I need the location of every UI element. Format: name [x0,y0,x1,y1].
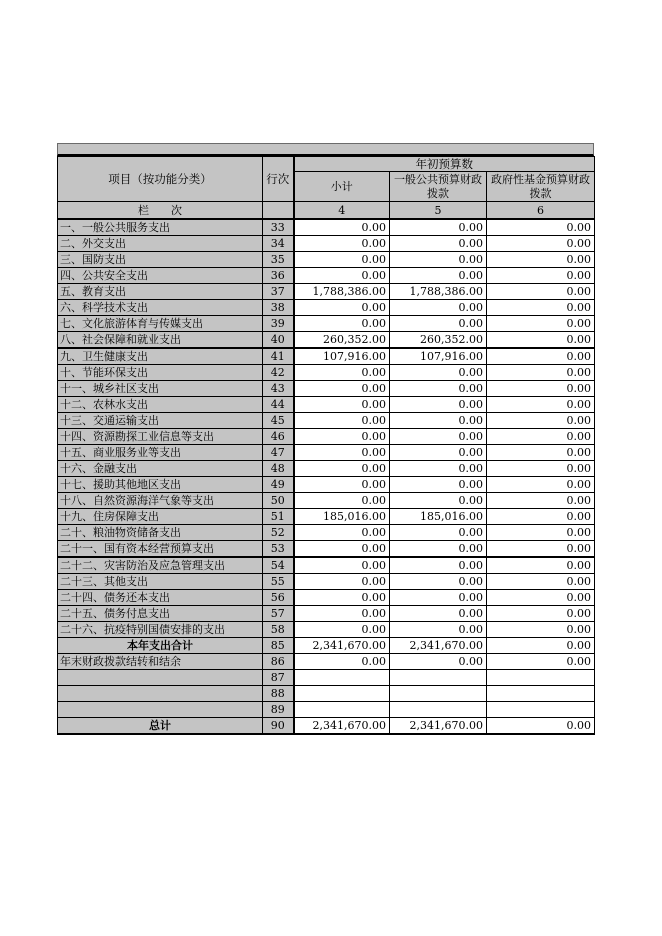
row-label: 十七、援助其他地区支出 [58,477,263,493]
header-item-column: 项目（按功能分类） [58,157,263,202]
cell-general-budget: 0.00 [390,477,487,493]
row-label: 十四、资源勘探工业信息等支出 [58,429,263,445]
cell-general-budget: 0.00 [390,654,487,670]
table-row [58,268,595,284]
cell-subtotal: 2,341,670.00 [294,638,390,654]
budget-table-wrap [57,143,594,735]
row-line-number: 55 [263,574,294,590]
cell-gov-fund: 0.00 [487,397,595,413]
table-row [58,590,595,606]
cell-general-budget: 0.00 [390,574,487,590]
row-line-number: 42 [263,365,294,381]
cell-subtotal: 0.00 [294,268,390,284]
row-line-number: 86 [263,654,294,670]
table-row [58,397,595,413]
cell-subtotal: 0.00 [294,316,390,332]
row-label: 七、文化旅游体育与传媒支出 [58,316,263,332]
cell-subtotal: 0.00 [294,300,390,316]
cell-gov-fund [487,686,595,702]
cell-gov-fund: 0.00 [487,622,595,638]
cell-subtotal: 0.00 [294,445,390,461]
header-line-no-column: 行次 [263,157,294,202]
row-line-number: 47 [263,445,294,461]
table-row [58,365,595,381]
table-row [58,461,595,477]
row-label: 年末财政拨款结转和结余 [58,654,263,670]
table-row [58,525,595,541]
table-row [58,252,595,268]
row-label: 二十六、抗疫特别国债安排的支出 [58,622,263,638]
cell-general-budget: 0.00 [390,381,487,397]
row-label: 八、社会保障和就业支出 [58,332,263,349]
cell-general-budget: 0.00 [390,413,487,429]
cell-gov-fund: 0.00 [487,284,595,300]
cell-gov-fund: 0.00 [487,252,595,268]
row-label [58,702,263,718]
row-label: 六、科学技术支出 [58,300,263,316]
cell-subtotal: 0.00 [294,557,390,574]
row-label: 二十一、国有资本经营预算支出 [58,541,263,558]
cell-gov-fund: 0.00 [487,493,595,509]
row-label: 十九、住房保障支出 [58,509,263,525]
table-row [58,219,595,236]
cell-gov-fund: 0.00 [487,461,595,477]
cell-gov-fund [487,670,595,686]
row-line-number: 45 [263,413,294,429]
row-line-number: 88 [263,686,294,702]
cell-gov-fund: 0.00 [487,429,595,445]
row-line-number: 58 [263,622,294,638]
row-line-number: 40 [263,332,294,349]
cell-subtotal: 0.00 [294,429,390,445]
cell-subtotal: 0.00 [294,525,390,541]
table-row [58,381,595,397]
table-row [58,622,595,638]
cell-general-budget: 0.00 [390,365,487,381]
lane-empty-cell [263,202,294,220]
cell-general-budget: 0.00 [390,429,487,445]
cell-gov-fund: 0.00 [487,365,595,381]
row-line-number: 52 [263,525,294,541]
table-row [58,445,595,461]
cell-subtotal: 260,352.00 [294,332,390,349]
header-general-budget-column: 一般公共预算财政拨款 [390,172,487,202]
row-line-number: 37 [263,284,294,300]
cell-general-budget: 2,341,670.00 [390,718,487,735]
lane-number-5: 5 [390,202,487,220]
cell-subtotal: 0.00 [294,461,390,477]
cell-gov-fund: 0.00 [487,445,595,461]
lane-number-6: 6 [487,202,595,220]
table-row [58,413,595,429]
row-label [58,686,263,702]
row-line-number: 34 [263,236,294,252]
table-row [58,332,595,349]
row-label [58,670,263,686]
cell-subtotal: 0.00 [294,590,390,606]
cell-subtotal: 2,341,670.00 [294,718,390,735]
row-line-number: 43 [263,381,294,397]
row-line-number: 56 [263,590,294,606]
header-gov-fund-column: 政府性基金预算财政拨款 [487,172,595,202]
cell-gov-fund: 0.00 [487,332,595,349]
cell-gov-fund: 0.00 [487,654,595,670]
lane-number-row [58,202,595,220]
row-label: 三、国防支出 [58,252,263,268]
row-label: 十三、交通运输支出 [58,413,263,429]
cell-general-budget: 185,016.00 [390,509,487,525]
cell-general-budget: 0.00 [390,397,487,413]
table-row [58,509,595,525]
row-line-number: 54 [263,557,294,574]
cell-general-budget: 0.00 [390,606,487,622]
cell-gov-fund: 0.00 [487,477,595,493]
row-line-number: 48 [263,461,294,477]
row-label: 十六、金融支出 [58,461,263,477]
cell-general-budget: 0.00 [390,236,487,252]
header-subtotal-column: 小计 [294,172,390,202]
cell-general-budget: 0.00 [390,622,487,638]
row-line-number: 85 [263,638,294,654]
row-label: 五、教育支出 [58,284,263,300]
cell-subtotal: 185,016.00 [294,509,390,525]
table-row [58,541,595,558]
table-row [58,606,595,622]
row-line-number: 38 [263,300,294,316]
row-label: 二、外交支出 [58,236,263,252]
row-line-number: 49 [263,477,294,493]
cell-subtotal: 0.00 [294,252,390,268]
row-label: 十八、自然资源海洋气象等支出 [58,493,263,509]
table-row [58,670,595,686]
table-row [58,316,595,332]
cell-gov-fund: 0.00 [487,381,595,397]
table-row [58,718,595,735]
cell-gov-fund: 0.00 [487,541,595,558]
cell-general-budget: 0.00 [390,525,487,541]
table-row [58,284,595,300]
cell-subtotal: 1,788,386.00 [294,284,390,300]
header-budget-group: 年初预算数 [294,157,595,172]
cell-gov-fund [487,702,595,718]
cell-general-budget: 0.00 [390,445,487,461]
cell-subtotal: 0.00 [294,574,390,590]
table-row [58,300,595,316]
cell-gov-fund: 0.00 [487,236,595,252]
table-row [58,654,595,670]
cell-subtotal: 0.00 [294,477,390,493]
row-label: 二十、粮油物资储备支出 [58,525,263,541]
cell-gov-fund: 0.00 [487,413,595,429]
table-row [58,638,595,654]
table-row [58,574,595,590]
cell-general-budget: 107,916.00 [390,348,487,365]
row-line-number: 50 [263,493,294,509]
cell-general-budget: 260,352.00 [390,332,487,349]
lane-label: 栏 次 [58,202,263,220]
row-label: 十、节能环保支出 [58,365,263,381]
cell-subtotal: 0.00 [294,236,390,252]
cell-subtotal: 0.00 [294,541,390,558]
cell-general-budget: 0.00 [390,316,487,332]
table-row [58,493,595,509]
row-label: 九、卫生健康支出 [58,348,263,365]
cell-general-budget: 0.00 [390,541,487,558]
cell-general-budget [390,670,487,686]
cell-general-budget: 0.00 [390,557,487,574]
table-row [58,429,595,445]
cell-subtotal: 0.00 [294,413,390,429]
cell-gov-fund: 0.00 [487,557,595,574]
row-line-number: 44 [263,397,294,413]
row-line-number: 87 [263,670,294,686]
cell-subtotal: 0.00 [294,365,390,381]
cell-subtotal: 0.00 [294,397,390,413]
cell-gov-fund: 0.00 [487,574,595,590]
table-row [58,348,595,365]
row-line-number: 51 [263,509,294,525]
row-label: 四、公共安全支出 [58,268,263,284]
row-label: 本年支出合计 [58,638,263,654]
table-row [58,686,595,702]
table-top-band [57,143,594,156]
cell-general-budget: 0.00 [390,252,487,268]
cell-gov-fund: 0.00 [487,638,595,654]
row-label: 二十三、其他支出 [58,574,263,590]
row-line-number: 36 [263,268,294,284]
cell-gov-fund: 0.00 [487,300,595,316]
row-label: 十一、城乡社区支出 [58,381,263,397]
cell-general-budget: 2,341,670.00 [390,638,487,654]
cell-gov-fund: 0.00 [487,718,595,735]
cell-gov-fund: 0.00 [487,316,595,332]
budget-table [57,156,595,735]
cell-gov-fund: 0.00 [487,590,595,606]
cell-subtotal: 0.00 [294,219,390,236]
cell-general-budget: 0.00 [390,493,487,509]
row-label: 一、一般公共服务支出 [58,219,263,236]
cell-subtotal [294,670,390,686]
cell-gov-fund: 0.00 [487,525,595,541]
cell-gov-fund: 0.00 [487,606,595,622]
table-row [58,477,595,493]
cell-subtotal [294,686,390,702]
cell-gov-fund: 0.00 [487,509,595,525]
cell-general-budget: 0.00 [390,300,487,316]
row-line-number: 35 [263,252,294,268]
row-line-number: 46 [263,429,294,445]
row-line-number: 39 [263,316,294,332]
cell-subtotal: 0.00 [294,381,390,397]
row-label: 二十四、债务还本支出 [58,590,263,606]
table-row [58,557,595,574]
row-label: 十二、农林水支出 [58,397,263,413]
cell-subtotal: 107,916.00 [294,348,390,365]
table-header [58,157,595,220]
cell-general-budget: 0.00 [390,461,487,477]
cell-subtotal: 0.00 [294,493,390,509]
cell-subtotal: 0.00 [294,654,390,670]
row-line-number: 41 [263,348,294,365]
cell-gov-fund: 0.00 [487,348,595,365]
row-label: 总计 [58,718,263,735]
cell-general-budget: 0.00 [390,590,487,606]
cell-subtotal: 0.00 [294,606,390,622]
table-row [58,702,595,718]
cell-gov-fund: 0.00 [487,268,595,284]
budget-table-body [58,219,595,734]
cell-general-budget [390,702,487,718]
cell-subtotal: 0.00 [294,622,390,638]
cell-general-budget: 0.00 [390,268,487,284]
cell-general-budget [390,686,487,702]
cell-gov-fund: 0.00 [487,219,595,236]
cell-subtotal [294,702,390,718]
table-row [58,236,595,252]
row-line-number: 90 [263,718,294,735]
cell-general-budget: 0.00 [390,219,487,236]
row-line-number: 89 [263,702,294,718]
cell-general-budget: 1,788,386.00 [390,284,487,300]
row-line-number: 53 [263,541,294,558]
row-line-number: 57 [263,606,294,622]
row-label: 二十二、灾害防治及应急管理支出 [58,557,263,574]
row-line-number: 33 [263,219,294,236]
lane-number-4: 4 [294,202,390,220]
row-label: 十五、商业服务业等支出 [58,445,263,461]
row-label: 二十五、债务付息支出 [58,606,263,622]
